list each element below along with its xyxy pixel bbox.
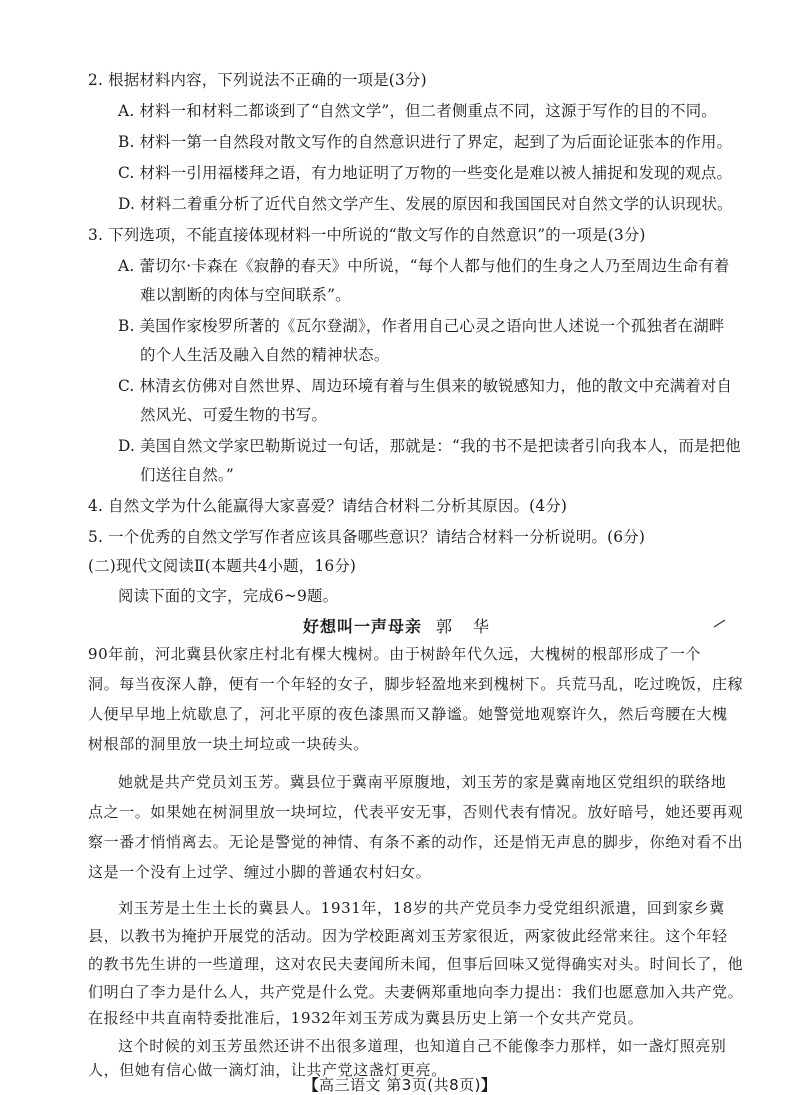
article-p3-line3: 的教书先生讲的一些道理，这对农民夫妻闻所未闻，但事后回味又觉得确实对头。时间长了，他	[88, 955, 744, 973]
footer-text: 高三语文 第3页(共8页)	[318, 1076, 482, 1094]
article-heading	[0, 614, 800, 637]
q3-option-d-line2: 们送往自然。”	[140, 466, 234, 484]
article-p2-line3: 察一番才悄悄离去。无论是警觉的神情、有条不紊的动作，还是悄无声息的脚步，你绝对看不出	[88, 833, 744, 851]
article-p1-line2: 洞。每当夜深人静，便有一个年轻的女子，脚步轻盈地来到槐树下。兵荒马乱，吃过晚饭，庄稼	[88, 675, 744, 693]
q3-option-d-line1: D. 美国自然文学家巴勒斯说过一句话，那就是：“我的书不是把读者引向我本人，而是把他	[118, 437, 741, 455]
article-p4-line2: 人，但她有信心做一滴灯油，让共产党这盏灯更亮。	[88, 1061, 447, 1079]
q3-option-c-line2: 然风光、可爱生物的书写。	[140, 406, 328, 424]
article-p1-line3: 人便早早地上炕歇息了，河北平原的夜色漆黑而又静谧。她警觉地观察许久，然后弯腰在大槐	[88, 705, 728, 723]
page-footer	[0, 1074, 800, 1095]
footer-bracket-open: 【	[303, 1076, 319, 1094]
pen-mark-icon	[713, 618, 727, 628]
q3-option-a-line2: 难以割断的肉体与空间联系”。	[140, 286, 351, 304]
article-p3-line2: 县，以教书为掩护开展党的活动。因为学校距离刘玉芳家很近，两家彼此经常来往。这个年轻	[88, 927, 728, 945]
q4-stem: 4. 自然文学为什么能赢得大家喜爱？请结合材料二分析其原因。(4分)	[88, 497, 568, 515]
article-p3-line4: 们明白了李力是什么人，共产党是什么党。夫妻俩郑重地向李力提出：我们也愿意加入共产党。	[88, 983, 744, 1001]
article-p3-line1: 刘玉芳是土生土长的冀县人。1931年，18岁的共产党员李力受党组织派遣，回到家乡冀	[118, 899, 725, 917]
q3-option-b-line1: B. 美国作家梭罗所著的《瓦尔登湖》，作者用自己心灵之语向世人述说一个孤独者在湖畔	[118, 317, 725, 335]
q2-stem: 2. 根据材料内容，下列说法不正确的一项是(3分)	[88, 71, 427, 89]
q5-stem: 5. 一个优秀的自然文学写作者应该具备哪些意识？请结合材料一分析说明。(6分)	[88, 528, 646, 546]
q3-option-a-line1: A. 蕾切尔·卡森在《寂静的春天》中所说，“每个人都与他们的生身之人乃至周边生命有着	[118, 257, 730, 275]
article-p1-line4: 树根部的洞里放一块土坷垃或一块砖头。	[88, 735, 369, 753]
article-p2-line4: 这是一个没有上过学、缠过小脚的普通农村妇女。	[88, 863, 432, 881]
article-p4-line1: 这个时候的刘玉芳虽然还讲不出很多道理，也知道自己不能像李力那样，如一盏灯照亮别	[118, 1037, 727, 1055]
section-2-header: (二)现代文阅读Ⅱ(本题共4小题，16分)	[88, 557, 357, 575]
article-p3-line5: 在报经中共直南特委批准后，1932年刘玉芳成为冀县历史上第一个女共产党员。	[88, 1009, 644, 1027]
article-p2-line2: 点之一。如果她在树洞里放一块坷垃，代表平安无事，否则代表有情况。放好暗号，她还要再观	[88, 803, 744, 821]
q2-option-a: A. 材料一和材料二都谈到了“自然文学”，但二者侧重点不同，这源于写作的目的不同。	[118, 102, 717, 120]
q2-option-d: D. 材料二着重分析了近代自然文学产生、发展的原因和我国国民对自然文学的认识现状。	[118, 195, 733, 213]
article-title: 好想叫一声母亲	[302, 617, 422, 636]
article-p2-line1: 她就是共产党员刘玉芳。冀县位于冀南平原腹地，刘玉芳的家是冀南地区党组织的联络地	[118, 773, 727, 791]
q3-stem: 3. 下列选项，不能直接体现材料一中所说的“散文写作的自然意识”的一项是(3分)	[88, 226, 646, 244]
article-p1-line1: 90年前，河北冀县伙家庄村北有棵大槐树。由于树龄年代久远，大槐树的根部形成了一个	[88, 645, 702, 663]
reading-instruction: 阅读下面的文字，完成6~9题。	[118, 587, 339, 605]
article-author: 郭 华	[435, 617, 498, 636]
footer-bracket-close: 】	[481, 1076, 497, 1094]
q3-option-b-line2: 的个人生活及融入自然的精神状态。	[140, 346, 390, 364]
q2-option-c: C. 材料一引用福楼拜之语，有力地证明了万物的一些变化是难以被人捕捉和发现的观点。	[118, 164, 733, 182]
q3-option-c-line1: C. 林清玄仿佛对自然世界、周边环境有着与生俱来的敏锐感知力，他的散文中充满着对自	[118, 377, 733, 395]
q2-option-b: B. 材料一第一自然段对散文写作的自然意识进行了界定，起到了为后面论证张本的作用。	[118, 133, 733, 151]
